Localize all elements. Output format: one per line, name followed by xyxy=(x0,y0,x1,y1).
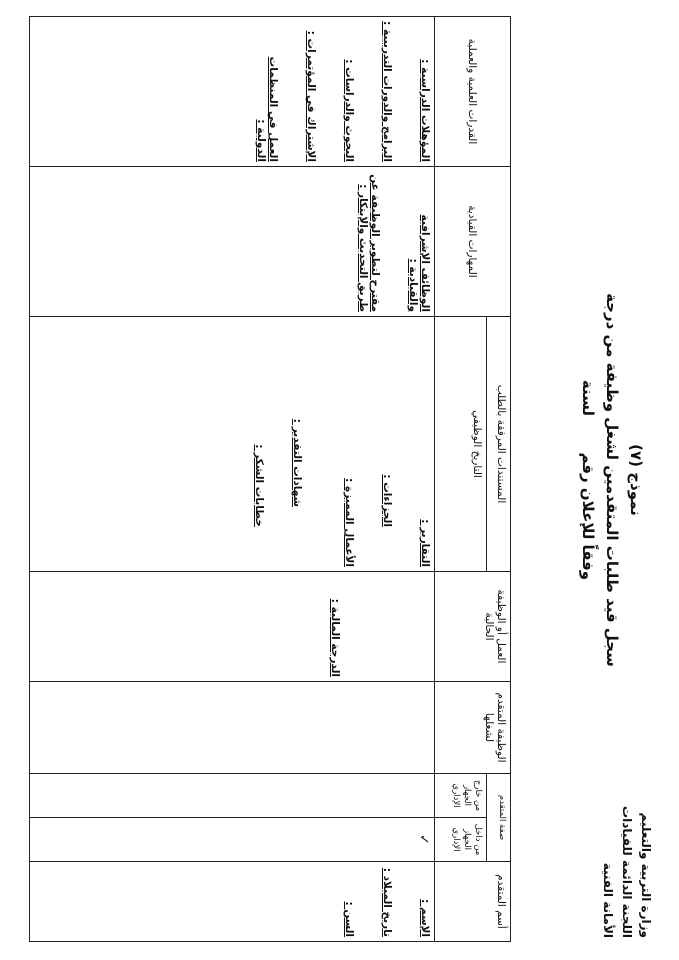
header-leadership-skills: المهارات القيادية xyxy=(435,166,511,316)
header-job-applied: الوظيفة المتقدم لشغلها xyxy=(435,681,511,773)
header-type-inside: من داخل الجهاز الإداري xyxy=(435,818,487,862)
development-proposal-field: مقترح لتطوير الوظيفة عن طريق التحديث والإبتكار : xyxy=(357,174,381,312)
header-applicant-type: صفة المتقدم xyxy=(487,773,511,861)
financial-grade-field: الدرجة المالية : xyxy=(329,598,341,677)
header-abilities: القدرات العلمية والعملية xyxy=(435,16,511,166)
current-job-cell xyxy=(30,571,435,681)
header-type-outside: من خارج الجهاز الإداري xyxy=(435,773,487,817)
age-field: السن : xyxy=(343,901,355,937)
header-attached-docs: المستندات المرفقة بالطلب xyxy=(487,316,511,571)
supervisory-roles-field: الوظائف الإشرافية والقيادية : xyxy=(407,214,431,312)
announcement-year: لسنة xyxy=(579,379,597,416)
leadership-cell xyxy=(30,166,435,316)
check-mark-icon: ✓ xyxy=(416,834,431,845)
certificates-field: شهادات التقدير : xyxy=(291,418,303,507)
header-applicant-name: أسم المتقدم xyxy=(435,862,511,942)
header-career-history: التاريخ الوظيفي xyxy=(435,316,487,571)
training-field: البرامج والدورات التدريبية : xyxy=(381,21,393,162)
conferences-field: الإشتراك في المؤتمرات : xyxy=(305,30,317,162)
applicants-register-table xyxy=(29,16,511,942)
secretariat-name: الأمانة الفنية xyxy=(601,862,615,938)
job-applied-cell xyxy=(30,681,435,773)
announcement-line xyxy=(579,0,597,960)
header-current-job: العمل أو الوظيفة الحالية xyxy=(435,571,511,681)
name-field: الإسم : xyxy=(419,899,431,937)
birth-date-field: تاريخ الميلاد : xyxy=(381,867,393,937)
type-inside-cell xyxy=(30,818,435,862)
distinguished-works-field: الأعمال المميزة : xyxy=(343,478,355,567)
international-orgs-field: العمل في المنظمات الدولية : xyxy=(255,56,279,162)
announcement-prefix: وفقاً للإعلان رقم xyxy=(579,452,597,581)
penalties-field: الجزاءات : xyxy=(381,474,393,527)
form-number: نموذج (٧) xyxy=(627,444,645,516)
qualifications-field: المؤهلات الدراسية : xyxy=(419,59,431,162)
form-title xyxy=(579,0,645,960)
reports-field: التقارير : xyxy=(419,519,431,567)
abilities-cell xyxy=(30,16,435,166)
committee-name: اللجنة الدائمة للقيادات xyxy=(620,806,634,938)
form-subtitle: سجل قيد طلبات المتقدمين لشغل وظيفة من درجة xyxy=(603,293,621,667)
research-field: البحوث والدراسات : xyxy=(343,59,355,162)
type-outside-cell xyxy=(30,773,435,817)
ministry-name: وزارة التربية والتعليم xyxy=(639,812,653,938)
thank-letters-field: خطابات الشكر : xyxy=(253,444,265,527)
name-cell xyxy=(30,862,435,942)
career-history-cell xyxy=(30,316,435,571)
